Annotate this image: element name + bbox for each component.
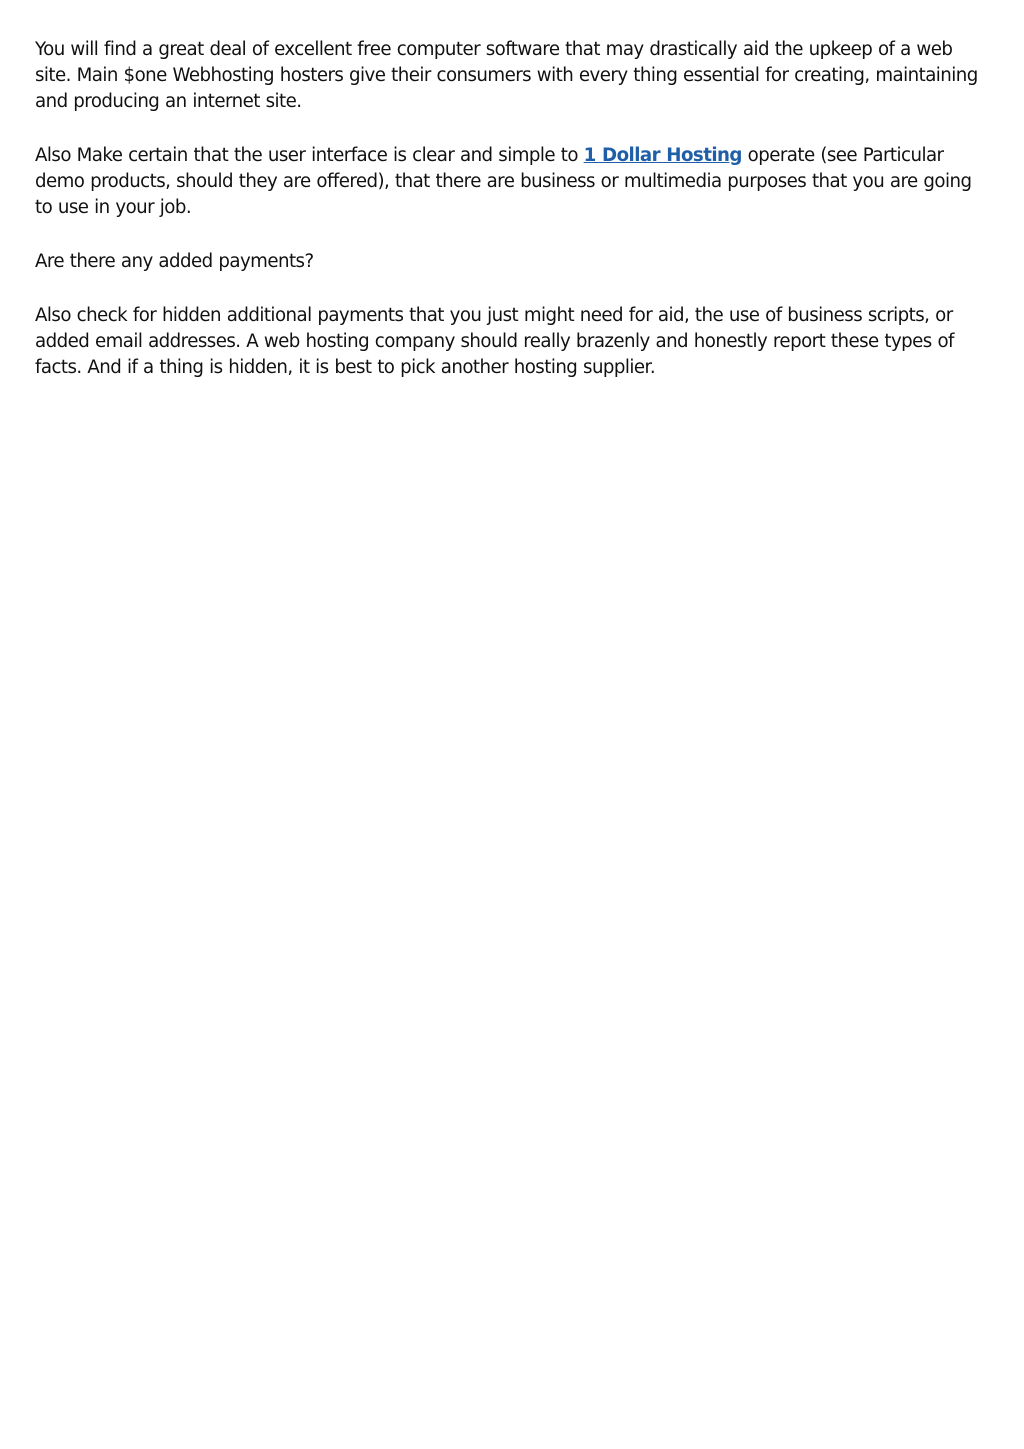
dollar-hosting-link[interactable]: 1 Dollar Hosting (583, 145, 742, 166)
paragraph-intro: You will find a great deal of excellent free computer software that may drastically aid the upkeep of a web site. Main $one Webhosting hosters give their consumers with every thing essential for creating, maintaining and producing an internet site. (35, 39, 978, 112)
paragraph-interface (35, 143, 985, 221)
paragraph-interface-text-after: operate (see Particular demo products, should they are offered), that there are business or multimedia purposes that you are going to use in your job. (35, 145, 972, 218)
document-body (35, 37, 985, 409)
paragraph-payments: Also check for hidden additional payments that you just might need for aid, the use of business scripts, or added email addresses. A web hosting company should really brazenly and honestly report these types of facts. And if a thing is hidden, it is best to pick another hosting supplier. (35, 305, 954, 378)
paragraph-question: Are there any added payments? (35, 251, 314, 272)
paragraph-interface-text-before: Also Make certain that the user interface is clear and simple to (35, 145, 584, 166)
